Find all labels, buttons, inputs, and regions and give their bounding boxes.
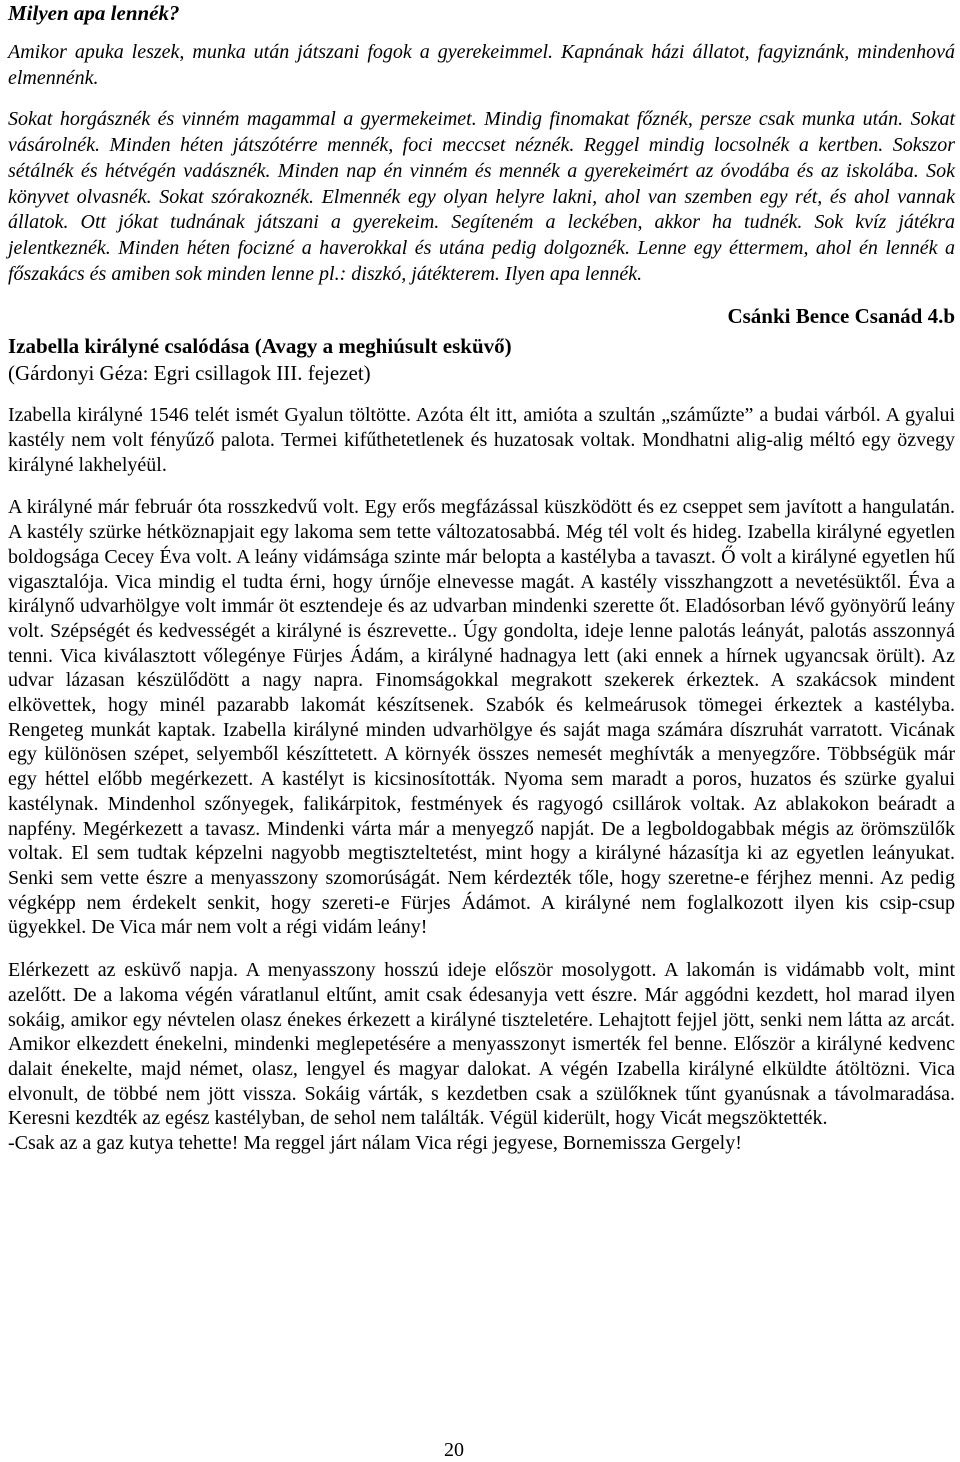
paragraph: Elérkezett az esküvő napja. A menyasszony hosszú ideje először mosolygott. A lakomán is vidámabb volt, mint azelőtt. De a lakoma végén váratlanul eltűnt, amit csak édesanyja vett észre. Már aggódni kezdett, hol marad ilyen sokáig, amikor egy névtelen olasz énekes érkezett a királyné tiszteletére. Lehajtott fejjel jött, senki nem látta az arcát. Amikor elkezdett énekelni, mindenki meglepetésére a menyasszonyt ismerték fel benne. Először a királyné kedvenc dalait énekelte, majd német, olasz, lengyel és magyar dalokat. A végén Izabella királyné elküldte átöltözni. Vica elvonult, de többé nem jött vissza. Sokáig várták, s kezdetben csak a szülőknek tűnt gyanúsnak a távolmaradása. Keresni kezdték az egész kastélyban, de sehol nem találták. Végül kiderült, hogy Vicát megszöktették. -Csak az a gaz kutya tehette! Ma reggel járt nálam Vica régi jegyese, Bornemissza Gergely! [8, 959, 955, 1155]
paragraph: Sokat horgásznék és vinném magammal a gyermekeimet. Mindig finomakat főznék, persze csak munka után. Sokat vásárolnék. Minden héten játszótérre mennék, foci meccset néznék. Reggel mindig locsolnék a kertben. Sokszor sétálnék és hétvégén vadásznék. Minden nap én vinném és mennék a gyerekeimért az óvodába és az iskolába. Sok könyvet olvasnék. Sokat szórakoznék. Elmennék egy olyan helyre lakni, ahol van szemben egy rét, és ahol vannak állatok. Ott jókat tudnának játszani a gyerekeim. Segíteném a leckében, akkor ha tudnék. Sok kvíz játékra jelentkeznék. Minden héten focizné a haverokkal és utána pedig dolgoznék. Lenne egy éttermem, ahol én lennék a főszakács és amiben sok minden lenne pl.: diszkó, játékterem. Ilyen apa lennék. [8, 108, 955, 285]
essay-body [8, 40, 955, 287]
essay-body [8, 403, 955, 1155]
essay-izabella-kiralyne [8, 333, 955, 1155]
document-page [8, 0, 955, 1156]
essay-title: Milyen apa lennék? [8, 1, 180, 25]
page-number: 20 [444, 1439, 464, 1461]
essay-source: (Gárdonyi Géza: Egri csillagok III. fejezet) [8, 361, 371, 386]
essay-milyen-apa-lennek [8, 0, 955, 329]
paragraph: Izabella királyné 1546 telét ismét Gyalun töltötte. Azóta élt itt, amióta a szultán „száműzte” a budai várból. A gyalui kastély nem volt fényűző palota. Termei kifűthetetlenek és huzatosak voltak. Mondhatni alig-alig méltó egy özvegy királyné lakhelyéül. [8, 404, 955, 476]
author-signature: Csánki Bence Csanád 4.b [727, 304, 955, 329]
paragraph: Amikor apuka leszek, munka után játszani fogok a gyerekeimmel. Kapnának házi állatot, fagyiznánk, mindenhová elmennénk. [8, 41, 955, 89]
essay-title: Izabella királyné csalódása (Avagy a meghiúsult esküvő) [8, 334, 512, 359]
paragraph: A királyné már február óta rosszkedvű volt. Egy erős megfázással küszködött és ez cseppet sem javított a hangulatán. A kastély szürke hétköznapjait egy lakoma sem tette változatosabbá. Még tél volt és hideg. Izabella királyné egyetlen boldogsága Cecey Éva volt. A leány vidámsága szinte már belopta a kastélyba a tavaszt. Ő volt a királyné egyetlen hű vigasztalója. Vica mindig el tudta érni, hogy úrnője elnevesse magát. A kastély visszhangzott a nevetésüktől. Éva a királynő udvarhölgye volt immár öt esztendeje és az udvarban mindenki szerette őt. Eladósorban lévő gyönyörű leány volt. Szépségét és kedvességét a királyné is észrevette.. Úgy gondolta, ideje lenne palotás leányát, palotás asszonnyá tenni. Vica kiválasztott vőlegénye Fürjes Ádám, a királyné hadnagya lett (aki ennek a hírnek ugyancsak örült). Az udvar lázasan készülődött a nagy napra. Finomságokkal megrakott szekerek érkeztek. A szakácsok mindent elkövettek, hogy minél pazarabb lakomát készítsenek. Szabók és kelmeárusok tömegei érkeztek a kastélyba. Rengeteg munkát kaptak. Izabella királyné minden udvarhölgye és saját maga számára díszruhát varratott. Vicának egy különösen szépet, selyemből készíttetett. A környék összes nemesét meghívták a menyegzőre. Többségük már egy héttel előbb megérkezett. A kastélyt is kicsinosították. Nyoma sem maradt a poros, huzatos és szürke gyalui kastélynak. Mindenhol szőnyegek, falikárpitok, festmények és ragyogó csillárok voltak. Az ablakokon beáradt a napfény. Megérkezett a tavasz. Mindenki várta már a menyegző napját. De a legboldogabbak mégis az örömszülők voltak. El sem tudtak képzelni nagyobb megtiszteltetést, mint hogy a királyné házasítja ki az egyetlen leányukat. Senki sem vette észre a menyasszony szomorúságát. Nem kérdezték tőle, hogy szeretne-e férjhez menni. Az pedig végképp nem érdekelt senkit, hogy szereti-e Fürjes Ádámot. A királyné nem foglalkozott ilyen kis csip-csup ügyekkel. De Vica már nem volt a régi vidám leány! [8, 496, 955, 939]
